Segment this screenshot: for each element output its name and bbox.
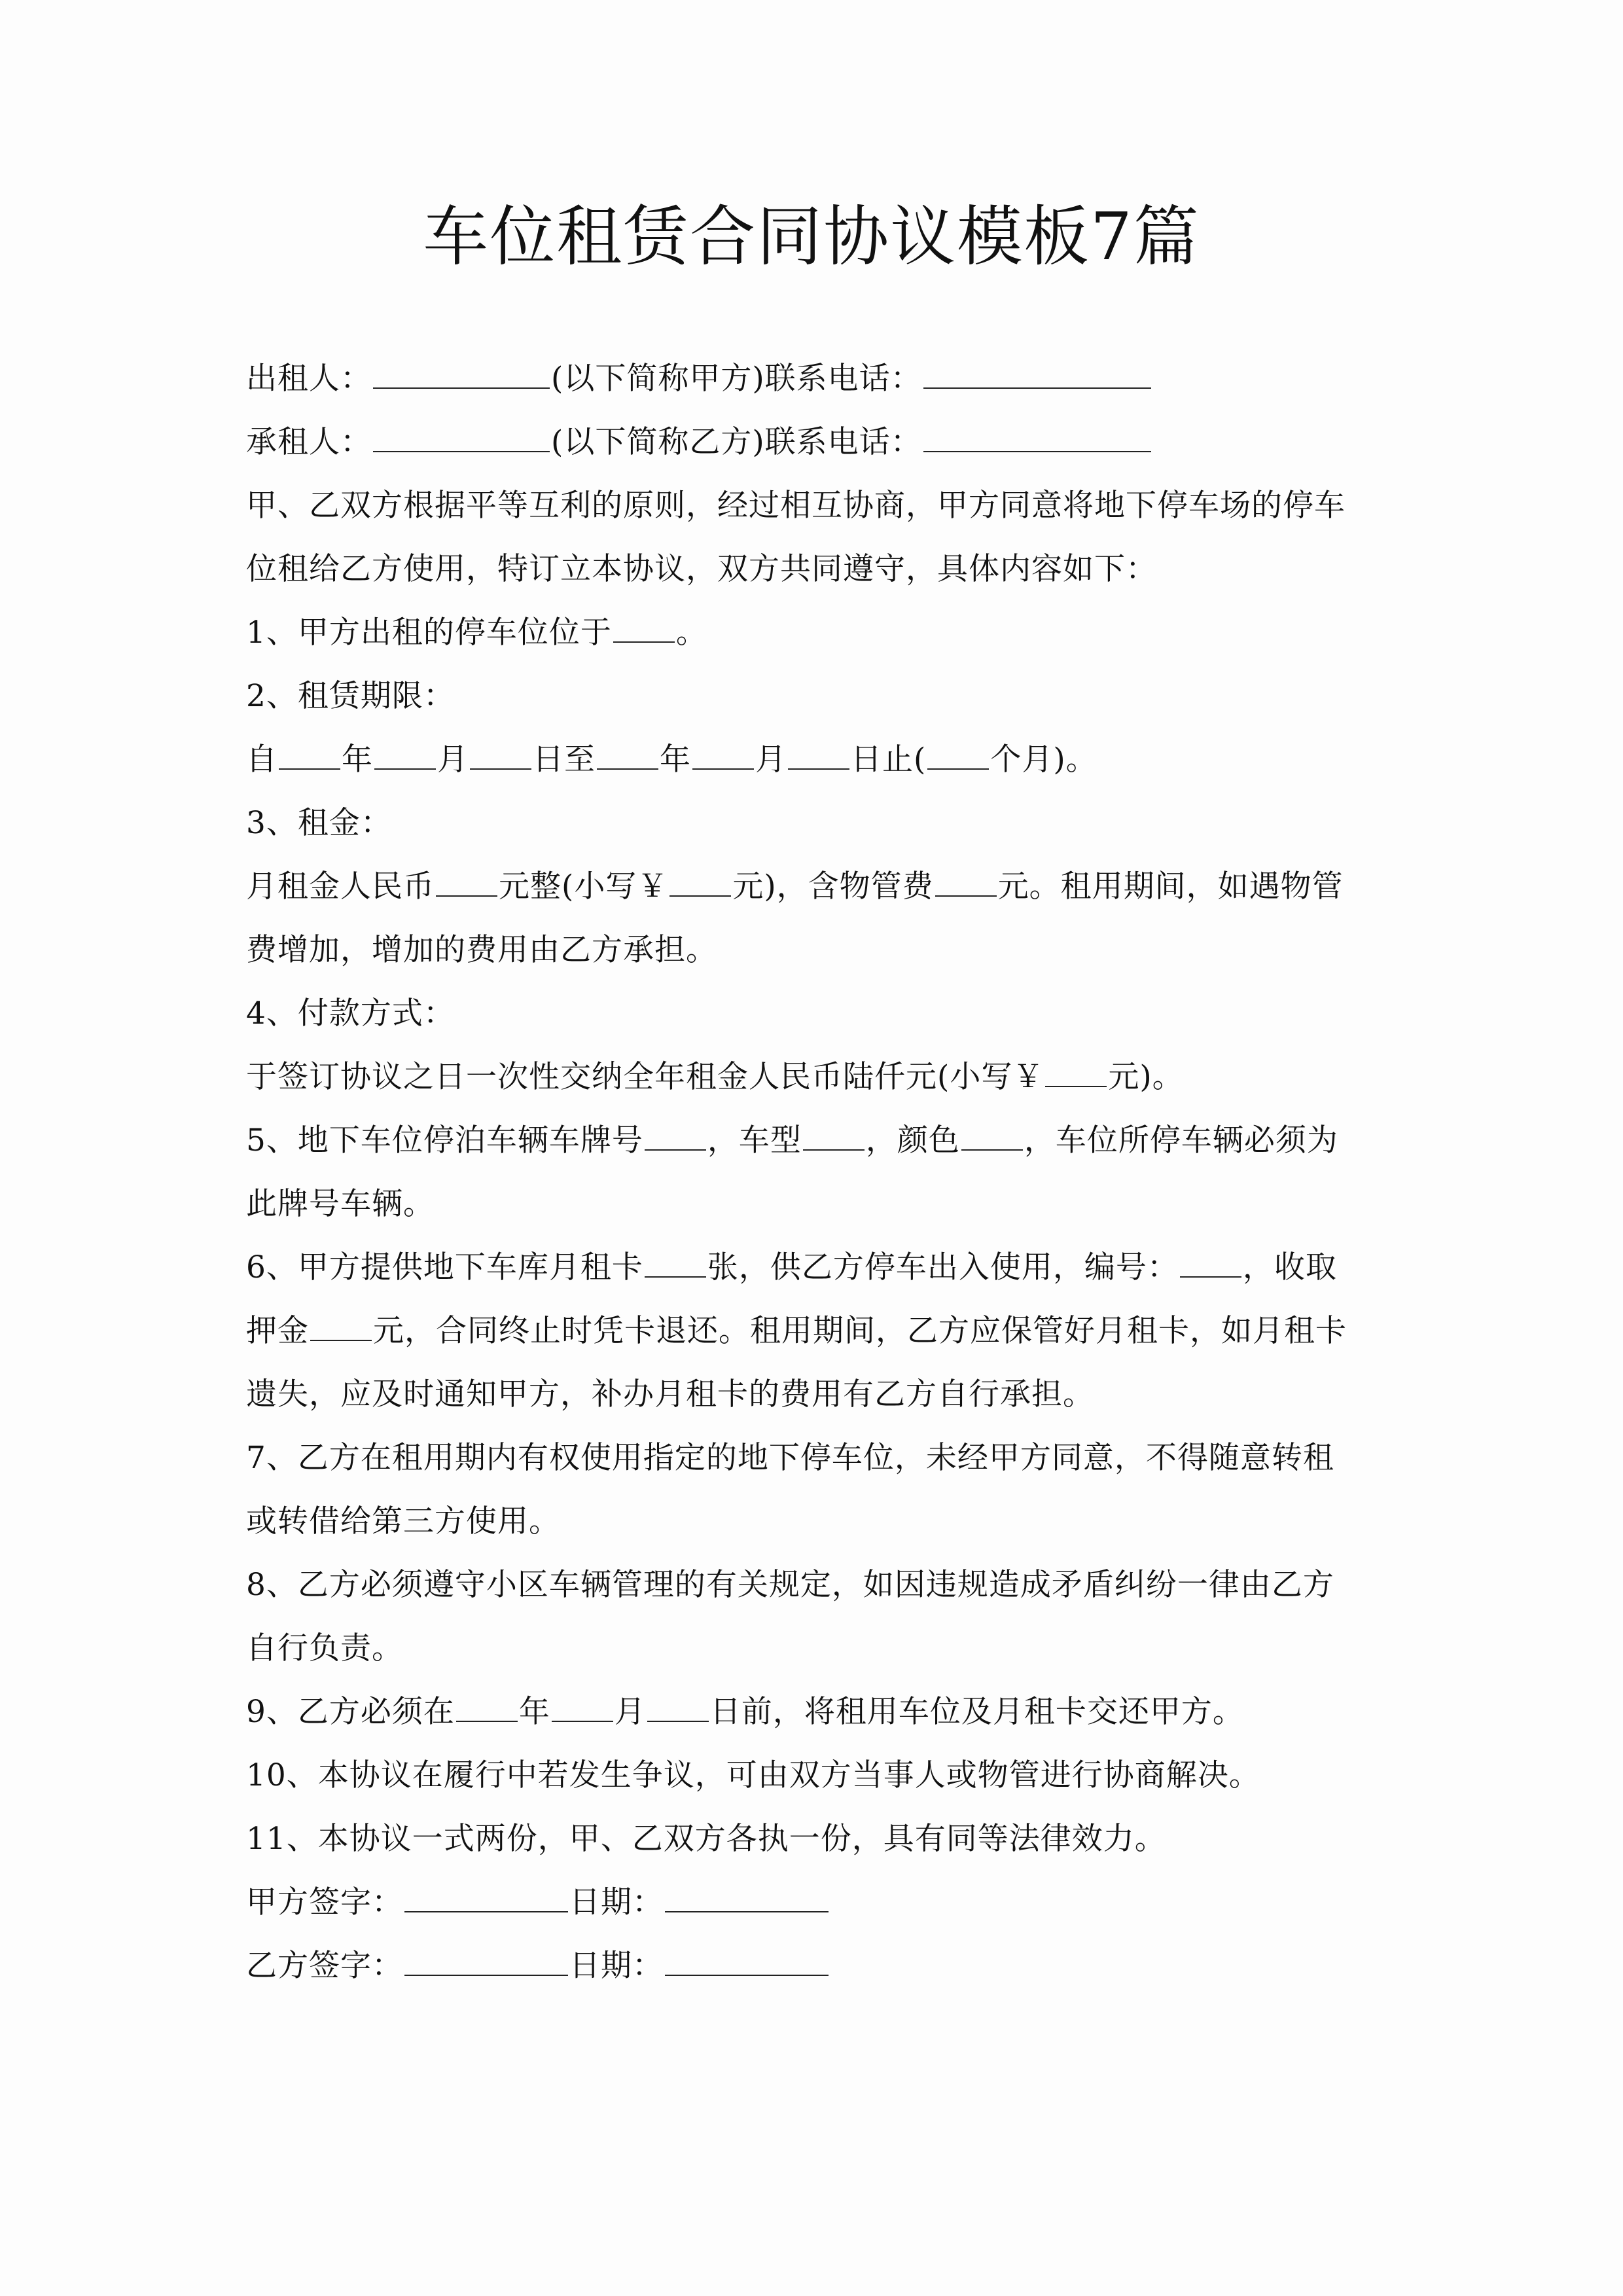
lessee-name-blank[interactable] [373,422,550,452]
party-a-signature-label: 甲方签字： [246,1884,403,1920]
clause-5-line-1 [246,1109,1385,1172]
return-year-blank[interactable] [456,1692,518,1722]
intro-line-2: 位租给乙方使用，特订立本协议，双方共同遵守，具体内容如下： [246,551,1157,587]
color-label: ，颜色 [865,1122,960,1158]
rent-amount-blank[interactable] [436,867,497,897]
start-day-blank[interactable] [470,740,531,770]
term-month-2: 月 [755,742,787,778]
card-count-blank[interactable] [645,1247,706,1278]
start-year-blank[interactable] [279,740,340,770]
rent-small-label: 元整(小写￥ [499,869,669,905]
clause-6-line-1 [246,1236,1385,1299]
term-from: 自 [246,742,277,778]
model-label: ，车型 [707,1122,802,1158]
start-month-blank[interactable] [374,740,436,770]
lessor-label: 出租人： [246,361,372,397]
mgmt-fee-label: 元)，含物管费 [732,869,934,905]
party-b-signature-label: 乙方签字： [246,1948,403,1984]
lessee-suffix: (以下简称乙方)联系电话： [551,424,922,460]
term-day-to: 日至 [533,742,596,778]
clause-3-heading: 3、租金： [246,805,392,841]
clause-4-line-1 [246,1045,1385,1109]
card-number-label: 张，供乙方停车出入使用，编号： [707,1249,1179,1285]
document-body [246,347,1385,1998]
clause-4-heading: 4、付款方式： [246,996,455,1031]
clause-3-line-1 [246,855,1385,918]
lessor-suffix: (以下简称甲方)联系电话： [551,361,922,397]
term-year: 年 [342,742,373,778]
lessee-line [246,410,1385,474]
clause-6-line-2 [246,1299,1385,1363]
payment-end: 元)。 [1108,1059,1184,1095]
clause-1-text: 1、甲方出租的停车位位于 [246,615,612,651]
party-a-signature-line [246,1871,1385,1934]
mgmt-fee-note: 元。租用期间，如遇物管 [997,869,1344,905]
months-count-blank[interactable] [927,740,989,770]
card-label: 6、甲方提供地下车库月租卡 [246,1249,643,1285]
party-a-date-label: 日期： [569,1884,664,1920]
intro-line-1: 甲、乙双方根据平等互利的原则，经过相互协商，甲方同意将地下停车场的停车 [246,488,1346,524]
clause-2-term [246,728,1385,791]
clause-11: 11、本协议一式两份，甲、乙双方各执一份，具有同等法律效力。 [246,1821,1166,1857]
payment-text: 于签订协议之日一次性交纳全年租金人民币陆仟元(小写￥ [246,1059,1044,1095]
deposit-label: 押金 [246,1313,309,1349]
clause-6-line-3: 遗失，应及时通知甲方，补办月租卡的费用有乙方自行承担。 [246,1376,1094,1412]
return-rest: 日前，将租用车位及月租卡交还甲方。 [709,1694,1244,1730]
end-year-blank[interactable] [597,740,658,770]
term-year-2: 年 [660,742,691,778]
return-month: 月 [614,1694,646,1730]
lessor-phone-blank[interactable] [923,359,1151,389]
deposit-blank[interactable] [310,1311,372,1341]
return-label: 9、乙方必须在 [246,1694,455,1730]
return-year: 年 [518,1694,550,1730]
clause-8-line-2: 自行负责。 [246,1630,403,1666]
clause-3-line-2: 费增加，增加的费用由乙方承担。 [246,932,717,968]
lessor-line [246,347,1385,410]
party-b-signature-blank[interactable] [404,1946,568,1976]
clause-10: 10、本协议在履行中若发生争议，可由双方当事人或物管进行协商解决。 [246,1757,1260,1793]
end-day-blank[interactable] [788,740,849,770]
card-number-blank[interactable] [1180,1247,1241,1278]
plate-blank[interactable] [645,1121,706,1151]
party-a-signature-blank[interactable] [404,1882,568,1912]
lessor-name-blank[interactable] [373,359,550,389]
clause-1-end: 。 [675,615,707,651]
lessee-phone-blank[interactable] [923,422,1151,452]
clause-7-line-1: 7、乙方在租用期内有权使用指定的地下停车位，未经甲方同意，不得随意转租 [246,1440,1334,1476]
return-month-blank[interactable] [552,1692,613,1722]
term-month: 月 [437,742,469,778]
lessee-label: 承租人： [246,424,372,460]
term-months: 个月)。 [990,742,1097,778]
end-month-blank[interactable] [692,740,754,770]
clause-1 [246,601,1385,664]
return-day-blank[interactable] [647,1692,709,1722]
party-b-signature-line [246,1934,1385,1998]
document-title: 车位租赁合同协议模板7篇 [423,198,1200,275]
party-a-date-blank[interactable] [665,1882,829,1912]
clause-8-line-1: 8、乙方必须遵守小区车辆管理的有关规定，如因违规造成矛盾纠纷一律由乙方 [246,1567,1334,1603]
clause-2-heading: 2、租赁期限： [246,678,455,714]
clause-7-line-2: 或转借给第三方使用。 [246,1503,560,1539]
rent-small-blank[interactable] [669,867,731,897]
deposit-rest: 元，合同终止时凭卡退还。租用期间，乙方应保管好月租卡，如月租卡 [373,1313,1347,1349]
clause-5-line-2: 此牌号车辆。 [246,1186,435,1222]
plate-label: 5、地下车位停泊车辆车牌号 [246,1122,643,1158]
rent-label: 月租金人民币 [246,869,435,905]
annual-rent-small-blank[interactable] [1045,1057,1107,1087]
term-day-end: 日止( [851,742,927,778]
party-b-date-blank[interactable] [665,1946,829,1976]
mgmt-fee-blank[interactable] [935,867,997,897]
party-b-date-label: 日期： [569,1948,664,1984]
clause-5-rest: ，车位所停车辆必须为 [1024,1122,1338,1158]
clause-9 [246,1680,1385,1744]
model-blank[interactable] [803,1121,865,1151]
deposit-lead: ，收取 [1242,1249,1337,1285]
color-blank[interactable] [961,1121,1023,1151]
location-blank[interactable] [613,613,675,643]
